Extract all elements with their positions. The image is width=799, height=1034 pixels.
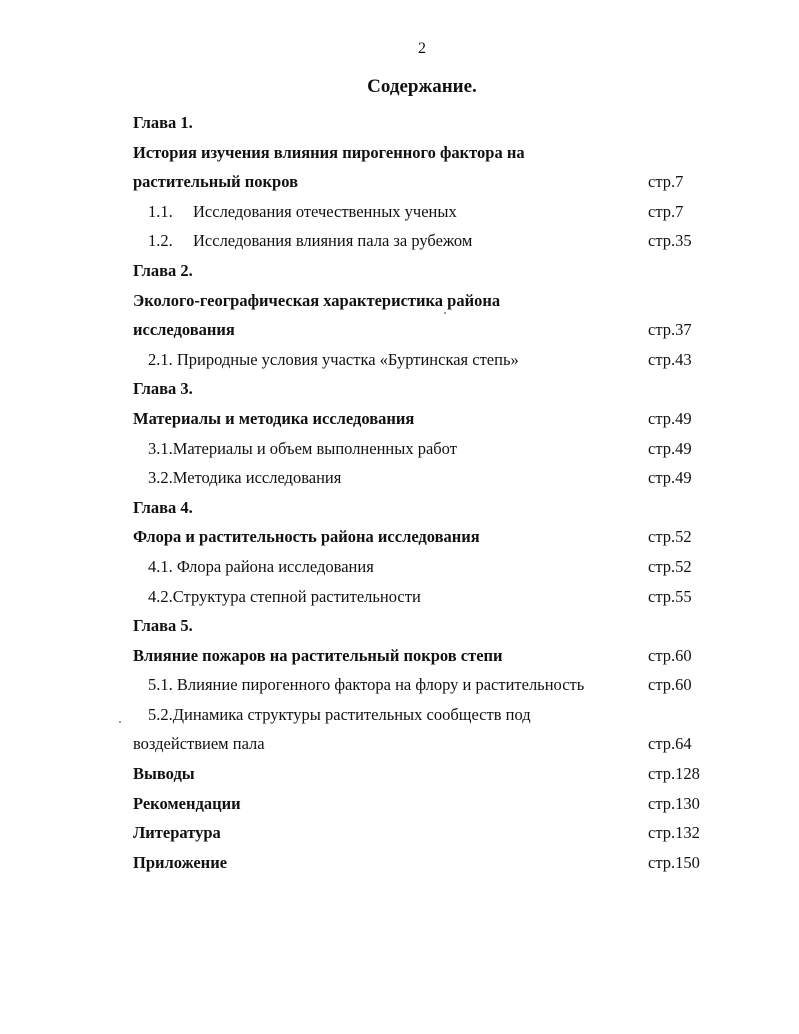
scan-speck: [444, 312, 446, 314]
scan-speck: [119, 721, 121, 723]
toc-entry-label: [133, 522, 480, 552]
toc-entry-text: 2.1. Природные условия участка «Буртинская степь»: [148, 349, 519, 369]
toc-entry-text: 3.2.Методика исследования: [148, 468, 342, 488]
toc-entry-page: стр.49: [648, 468, 692, 488]
toc-entry-text: Исследования влияния пала за рубежом: [193, 231, 473, 251]
toc-entry: [133, 700, 713, 730]
toc-entry-label: [133, 641, 503, 671]
toc-entry-text: Влияние пожаров на растительный покров степи: [133, 645, 503, 665]
toc-entry-page: стр.132: [648, 823, 700, 843]
toc-entry-page: стр.150: [648, 852, 700, 872]
toc-entry: [133, 197, 713, 227]
toc-entry-text: исследования: [133, 320, 235, 340]
page-number: 2: [418, 40, 426, 57]
toc-entry-label: [133, 789, 241, 819]
toc-entry: [133, 493, 713, 523]
toc-entry-page: стр.130: [648, 793, 700, 813]
toc-entry: [133, 404, 713, 434]
toc-entry: [133, 138, 713, 168]
toc-entry: [133, 818, 713, 848]
toc-entry-page: стр.52: [648, 556, 692, 576]
toc-entry-label: [133, 315, 235, 345]
toc-entry: [133, 256, 713, 286]
toc-entry-text: Флора и растительность района исследования: [133, 527, 480, 547]
toc-entry-page: стр.49: [648, 438, 692, 458]
toc-entry: [133, 167, 713, 197]
toc-entry-label: [148, 345, 519, 375]
toc-entry-label: [133, 167, 298, 197]
toc-entry-text: Выводы: [133, 764, 195, 784]
toc-entry-text: Глава 5.: [133, 616, 193, 636]
toc-entry-text: 4.2.Структура степной растительности: [148, 586, 421, 606]
toc-entry: [133, 522, 713, 552]
toc-entry-label: [133, 848, 227, 878]
toc-entry-label: [148, 700, 531, 730]
toc-entry: [133, 670, 713, 700]
toc-entry-page: стр.55: [648, 586, 692, 606]
toc-entry: [133, 108, 713, 138]
toc-entry-label: [148, 670, 584, 700]
toc-entry: [133, 611, 713, 641]
toc-entry-label: [148, 226, 472, 256]
toc-entry-text: Приложение: [133, 852, 228, 872]
toc-entry: [133, 463, 713, 493]
toc-entry-text: растительный покров: [133, 172, 298, 192]
toc-entry-label: [133, 404, 414, 434]
toc-entry-text: 4.1. Флора района исследования: [148, 556, 374, 576]
toc-entry-text: 5.1. Влияние пирогенного фактора на флору и растительность: [148, 675, 585, 695]
toc-entry-page: стр.37: [648, 320, 692, 340]
toc-entry-text: 5.2.Динамика структуры растительных сообществ под: [148, 704, 531, 724]
toc-entry-text: Глава 4.: [133, 497, 193, 517]
toc-entry-text: Глава 3.: [133, 379, 193, 399]
toc-entry: [133, 286, 713, 316]
toc-entry-label: [133, 759, 195, 789]
page-title: Содержание.: [367, 76, 477, 97]
toc-entry-text: Рекомендации: [133, 793, 241, 813]
toc-entry: [133, 226, 713, 256]
toc-entry-label: [133, 818, 221, 848]
toc-entry: [133, 345, 713, 375]
toc-entry-page: стр.49: [648, 408, 692, 428]
toc-entry-label: [148, 463, 341, 493]
toc-entry: [133, 434, 713, 464]
toc-entry-text: Эколого-географическая характеристика района: [133, 290, 501, 310]
toc-entry: [133, 729, 713, 759]
toc-entry: [133, 315, 713, 345]
toc-entry-text: Литература: [133, 823, 221, 843]
toc-entry-page: стр.60: [648, 675, 692, 695]
toc-entry-number: 1.2.: [148, 231, 173, 251]
toc-entry-label: [133, 108, 193, 138]
toc-entry-label: [148, 197, 457, 227]
toc-entry-label: [133, 138, 525, 168]
table-of-contents: [133, 108, 713, 877]
toc-entry-page: стр.128: [648, 764, 700, 784]
toc-entry-number: 1.1.: [148, 201, 173, 221]
toc-entry: [133, 641, 713, 671]
toc-entry-text: Глава 2.: [133, 260, 193, 280]
toc-entry-label: [133, 286, 500, 316]
toc-entry: [133, 789, 713, 819]
toc-entry-page: стр.52: [648, 527, 692, 547]
toc-entry-text: История изучения влияния пирогенного фактора на: [133, 142, 525, 162]
toc-entry-page: стр.64: [648, 734, 692, 754]
toc-entry-text: Глава 1.: [133, 113, 193, 132]
toc-entry-text: Исследования отечественных ученых: [193, 201, 457, 221]
toc-entry: [133, 848, 713, 878]
toc-entry-label: [148, 582, 421, 612]
toc-entry: [133, 374, 713, 404]
toc-entry-text: Материалы и методика исследования: [133, 408, 415, 428]
toc-entry-page: стр.7: [648, 201, 684, 221]
toc-entry-label: [133, 256, 193, 286]
toc-entry-page: стр.7: [648, 172, 684, 192]
toc-entry-page: стр.35: [648, 231, 692, 251]
toc-entry-label: [133, 611, 193, 641]
toc-entry: [133, 759, 713, 789]
toc-entry-label: [133, 493, 193, 523]
toc-entry-label: [133, 729, 265, 759]
toc-entry-text: воздействием пала: [133, 734, 265, 754]
toc-entry-label: [148, 434, 457, 464]
toc-entry: [133, 552, 713, 582]
toc-entry-text: 3.1.Материалы и объем выполненных работ: [148, 438, 457, 458]
toc-entry: [133, 582, 713, 612]
toc-entry-page: стр.43: [648, 349, 692, 369]
toc-entry-label: [133, 374, 193, 404]
toc-entry-page: стр.60: [648, 645, 692, 665]
toc-entry-label: [148, 552, 374, 582]
